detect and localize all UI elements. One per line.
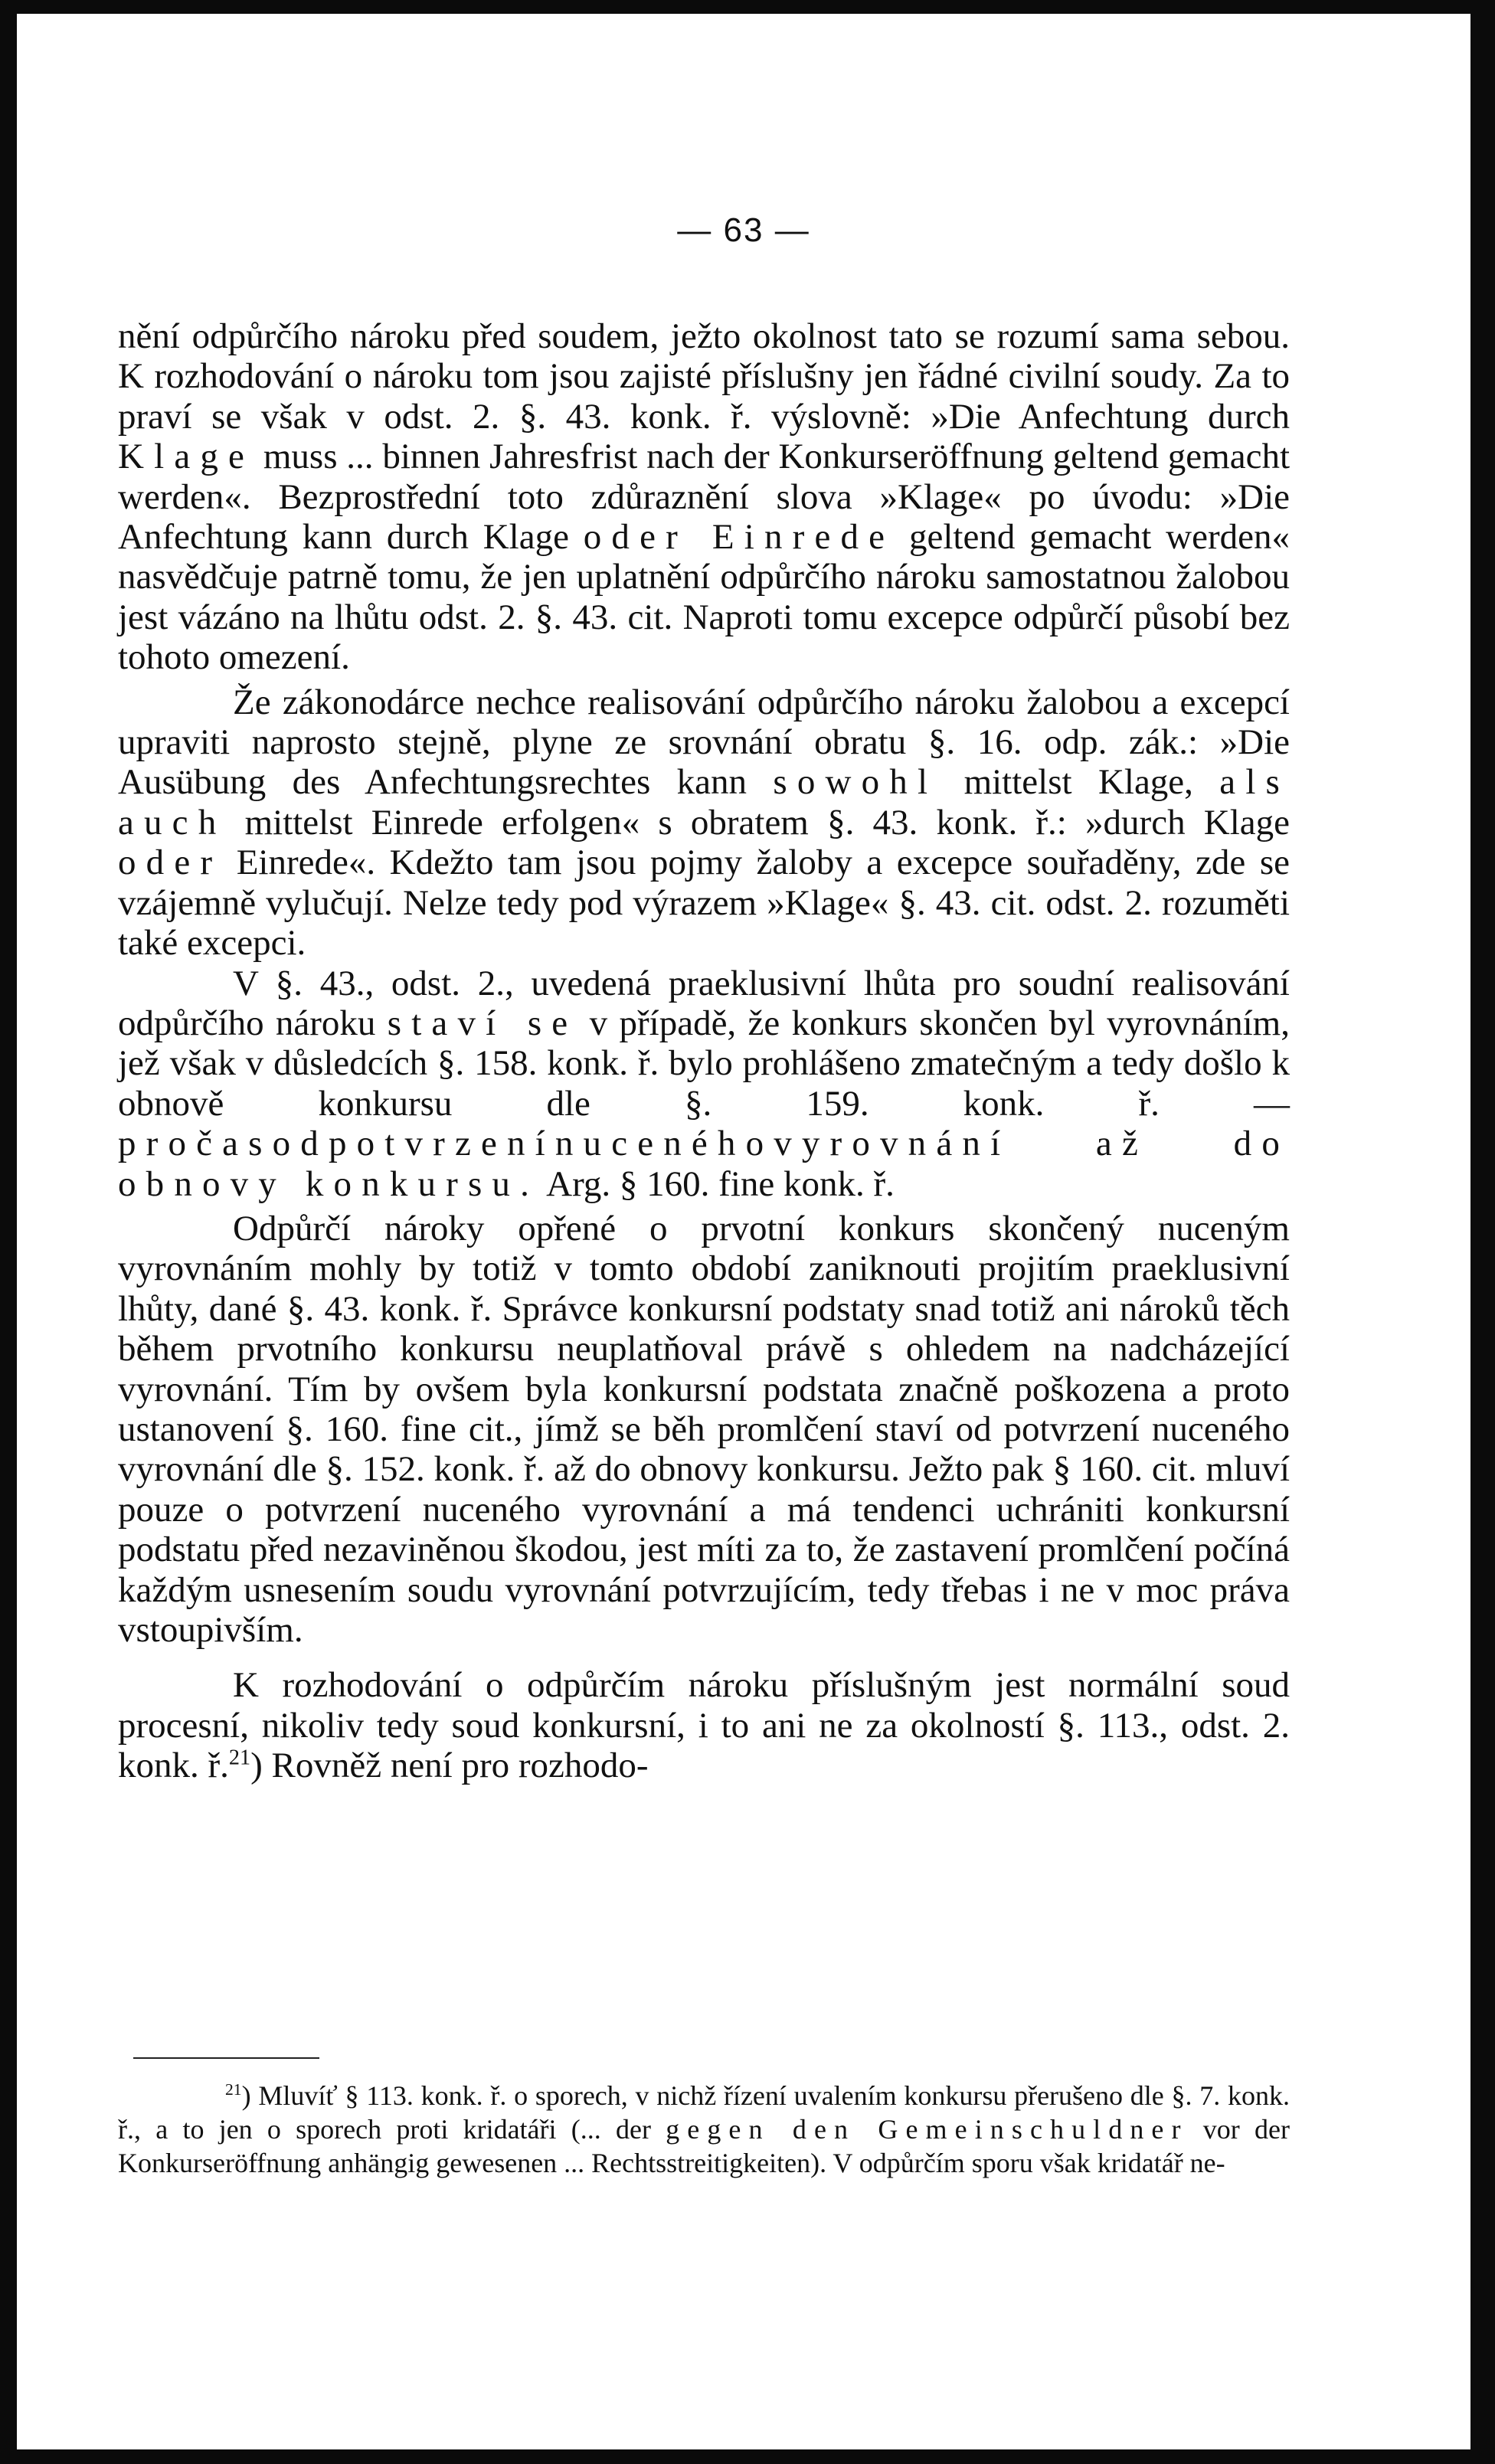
- paragraph-5: [118, 1665, 1290, 1785]
- p2-spaced-als-auch: als auch: [118, 762, 1290, 843]
- p3-text-a: V §. 43., odst. 2., uvedená praeklusivní lhůta pro soudní realisování odpůrčího nároku: [118, 963, 1290, 1043]
- p1-text-c: muss ... binnen Jahresfrist nach der Konkurseröffnung geltend gemacht werden«. Bezprostřední toto zdůraznění slova »Klage« po úvodu: »Die Anfechtung kann durch Klage: [118, 437, 1290, 558]
- paragraph-4: Odpůrčí nároky opřené o prvotní konkurs skončený nuceným vyrovnáním mohly by totiž v tomto období zaniknouti projitím praeklusivní lhůty, dané §. 43. konk. ř. Správce konkursní podstaty snad totiž ani nároků těch během prvotního konkursu neuplatňoval právě s ohledem na nadcházející vyrovnání. Tím by ovšem byla konkursní podstata značně poškozena a proto ustanovení §. 160. fine cit., jímž se běh promlčení staví od potvrzení nuceného vyrovnání dle §. 152. konk. ř. až do obnovy konkursu. Ježto pak § 160. cit. mluví pouze o potvrzení nuceného vyrovnání a má tendenci uchrániti konkursní podstatu před nezaviněnou škodou, jest míti za to, že zastavení promlčení počíná každým usnesením soudu vyrovnání potvrzujícím, tedy třebas i ne v moc práva vstoupivším.: [118, 1208, 1290, 1650]
- p3-text-e: Arg. § 160. fine konk. ř.: [539, 1163, 895, 1204]
- p3-spaced-stavi-se: staví se: [387, 1003, 578, 1043]
- p3-spaced-phrase: pročasodpotvrzenínucenéhovyrovnání až do obnovy konkursu.: [118, 1124, 1290, 1204]
- footnote-mark: 21: [225, 2080, 242, 2099]
- footnote-spaced-phrase: gegen den Gemeinschuldner: [666, 2114, 1189, 2145]
- p2-text-c: mittelst Klage,: [937, 762, 1220, 803]
- footnote-text-c: vor der Konkurseröffnung anhängig gewesenen ... Rechtsstreitigkeiten). V odpůrčím sporu však kridatář ne-: [118, 2114, 1290, 2178]
- p2-text-a: Že zákonodárce nechce realisování odpůrčího nároku žalobou a excepcí upraviti naprosto stejně, plyne ze srovnání obratu §. 16. odp. zák.: »Die Ausübung des Anfechtungsrechtes kann: [118, 682, 1290, 803]
- p1-spaced-klage: Klage: [118, 437, 255, 477]
- p5-text-b: ) Rovněž není pro rozhodo-: [250, 1746, 649, 1786]
- paragraph-3: [118, 964, 1290, 1204]
- body-text: [118, 316, 1290, 1786]
- footnote-reference-21: 21: [228, 1746, 251, 1770]
- p2-text-g: Einrede«. Kdežto tam jsou pojmy žaloby a excepce souřaděny, zde se vzájemně vylučují. Nelze tedy pod výrazem »Klage« §. 43. cit. odst. 2. rozuměti také excepci.: [118, 843, 1290, 964]
- p2-spaced-oder: oder: [118, 843, 223, 883]
- p3-text-c: v případě, že konkurs skončen byl vyrovnáním, jež však v důsledcích §. 158. konk. ř. bylo prohlášeno zmatečným a tedy došlo k obnově konkursu dle §. 159. konk. ř. —: [118, 1003, 1290, 1124]
- footnote-21: [118, 2079, 1290, 2180]
- page-sheet: [17, 14, 1470, 2449]
- footnote-divider: [133, 2057, 319, 2059]
- paragraph-1: [118, 316, 1290, 678]
- p5-text-a: K rozhodování o odpůrčím nároku příslušným jest normální soud procesní, nikoliv tedy soud konkursní, i to ani ne za okolností §. 113., odst. 2. konk. ř.: [118, 1665, 1290, 1786]
- p2-text-e: mittelst Einrede erfolgen« s obratem §. 43. konk. ř.: »durch Klage: [226, 802, 1290, 843]
- footnote-text-a: ) Mluvíť § 113. konk. ř. o sporech, v nichž řízení uvalením konkursu přerušeno dle §. 7. konk. ř., a to jen o sporech proti kridatáři (... der: [118, 2080, 1290, 2145]
- page-number: — 63 —: [677, 211, 810, 249]
- p1-spaced-oder-einrede: oder Einrede: [583, 517, 895, 558]
- footnote-text: [118, 2079, 1290, 2180]
- p1-text-a: nění odpůrčího nároku před soudem, ježto okolnost tato se rozumí sama sebou. K rozhodování o nároku tom jsou zajisté příslušny jen řádné civilní soudy. Za to praví se však v odst. 2. §. 43. konk. ř. výslovně: »Die Anfechtung durch: [118, 316, 1290, 437]
- paragraph-2: [118, 682, 1290, 964]
- p1-text-e: geltend gemacht werden« nasvědčuje patrně tomu, že jen uplatnění odpůrčího nároku samostatnou žalobou jest vázáno na lhůtu odst. 2. §. 43. cit. Naproti tomu excepce odpůrčí působí bez tohoto omezení.: [118, 517, 1290, 678]
- p2-spaced-sowohl: sowohl: [773, 762, 938, 803]
